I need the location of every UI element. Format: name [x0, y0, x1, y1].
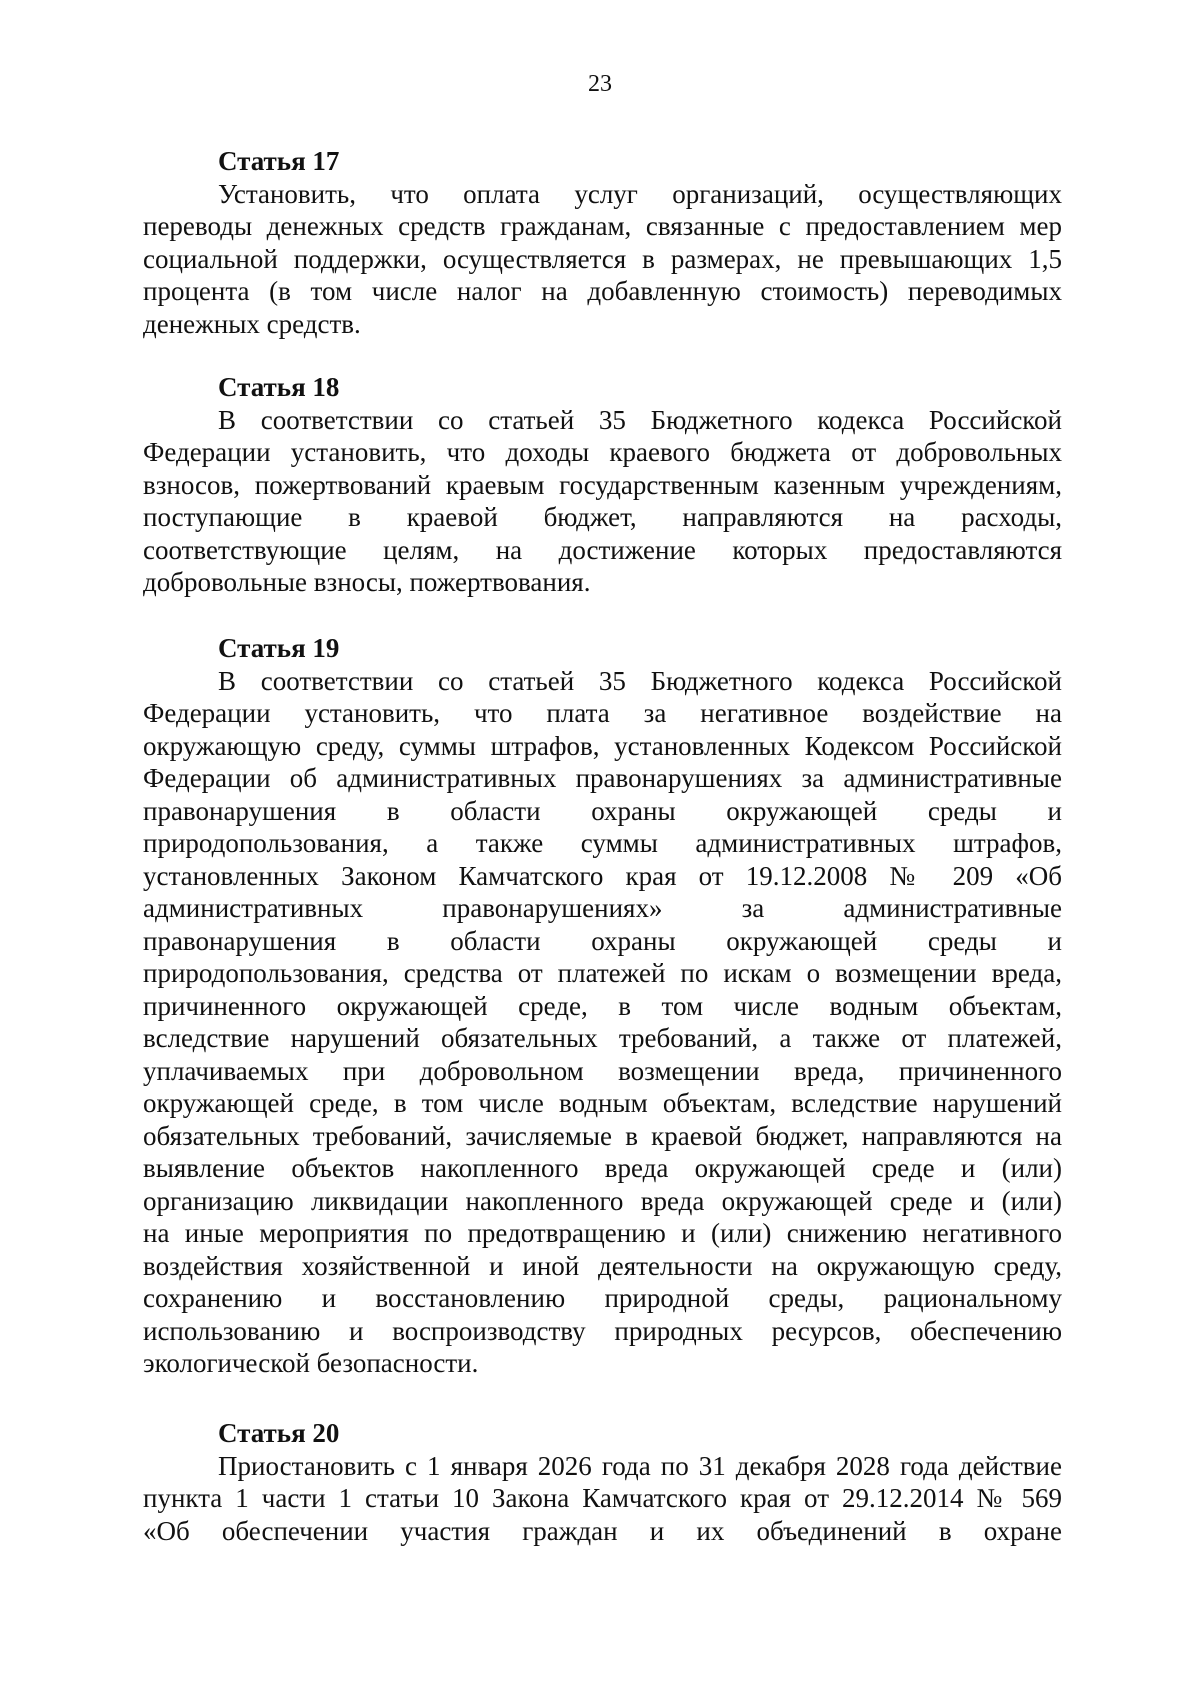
article-heading: Статья 20: [218, 1418, 340, 1448]
article-heading: Статья 17: [218, 146, 340, 176]
text-line: переводы денежных средств гражданам, связанные с предоставлением мер: [143, 211, 1062, 241]
text-line: окружающую среду, суммы штрафов, установленных Кодексом Российской: [143, 730, 1062, 761]
text-line: правонарушения в области охраны окружающей среды и: [143, 925, 1062, 956]
text-line: использованию и воспроизводству природных ресурсов, обеспечению: [143, 1315, 1062, 1346]
text-line: поступающие в краевой бюджет, направляются на расходы,: [143, 502, 1062, 532]
text-line: Федерации установить, что плата за негативное воздействие на: [143, 698, 1062, 728]
article-19: [143, 632, 1062, 1380]
text-line: воздействия хозяйственной и иной деятельности на окружающую среду,: [143, 1250, 1062, 1281]
text-line: добровольные взносы, пожертвования.: [143, 567, 591, 597]
text-line: Установить, что оплата услуг организаций, осуществляющих: [218, 178, 1062, 209]
text-line: природопользования, а также суммы административных штрафов,: [143, 828, 1062, 858]
text-line: Федерации об административных правонарушениях за административные: [143, 763, 1062, 793]
text-line: правонарушения в области охраны окружающей среды и: [143, 795, 1062, 826]
text-line: пункта 1 части 1 статьи 10 Закона Камчатского края от 29.12.2014 № 569: [143, 1483, 1062, 1513]
text-line: установленных Законом Камчатского края от 19.12.2008 № 209 «Об: [143, 860, 1062, 891]
article-heading: Статья 19: [218, 633, 340, 663]
text-line: соответствующие целям, на достижение которых предоставляются: [143, 534, 1062, 565]
article-20: [143, 1417, 1062, 1547]
text-line: уплачиваемых при добровольном возмещении вреда, причиненного: [143, 1055, 1062, 1086]
text-line: социальной поддержки, осуществляется в размерах, не превышающих 1,5: [143, 243, 1062, 274]
text-line: В соответствии со статьей 35 Бюджетного кодекса Российской: [218, 404, 1062, 435]
text-line: В соответствии со статьей 35 Бюджетного кодекса Российской: [218, 665, 1062, 696]
text-line: окружающей среде, в том числе водным объектам, вследствие нарушений: [143, 1088, 1062, 1118]
text-line: обязательных требований, зачисляемые в краевой бюджет, направляются на: [143, 1120, 1062, 1151]
text-line: на иные мероприятия по предотвращению и (или) снижению негативного: [143, 1218, 1062, 1248]
page-number: 23: [588, 71, 612, 97]
text-line: денежных средств.: [143, 308, 361, 339]
text-line: причиненного окружающей среде, в том числе водным объектам,: [143, 990, 1062, 1021]
article-18: [143, 371, 1062, 599]
article-heading: Статья 18: [218, 372, 340, 402]
text-line: административных правонарушениях» за административные: [143, 893, 1062, 923]
text-line: выявление объектов накопленного вреда окружающей среде и (или): [143, 1153, 1062, 1183]
text-line: экологической безопасности.: [143, 1348, 479, 1378]
text-line: сохранению и восстановлению природной среды, рациональному: [143, 1283, 1062, 1313]
text-line: Приостановить с 1 января 2026 года по 31 декабря 2028 года действие: [218, 1450, 1062, 1481]
text-line: процента (в том числе налог на добавленную стоимость) переводимых: [143, 276, 1062, 306]
text-line: природопользования, средства от платежей по искам о возмещении вреда,: [143, 958, 1062, 988]
text-line: «Об обеспечении участия граждан и их объединений в охране: [143, 1515, 1062, 1546]
text-line: взносов, пожертвований краевым государственным казенным учреждениям,: [143, 469, 1062, 500]
text-line: вследствие нарушений обязательных требований, а также от платежей,: [143, 1023, 1062, 1053]
article-17: [143, 145, 1062, 340]
text-line: Федерации установить, что доходы краевого бюджета от добровольных: [143, 437, 1062, 467]
text-line: организацию ликвидации накопленного вреда окружающей среде и (или): [143, 1185, 1062, 1216]
